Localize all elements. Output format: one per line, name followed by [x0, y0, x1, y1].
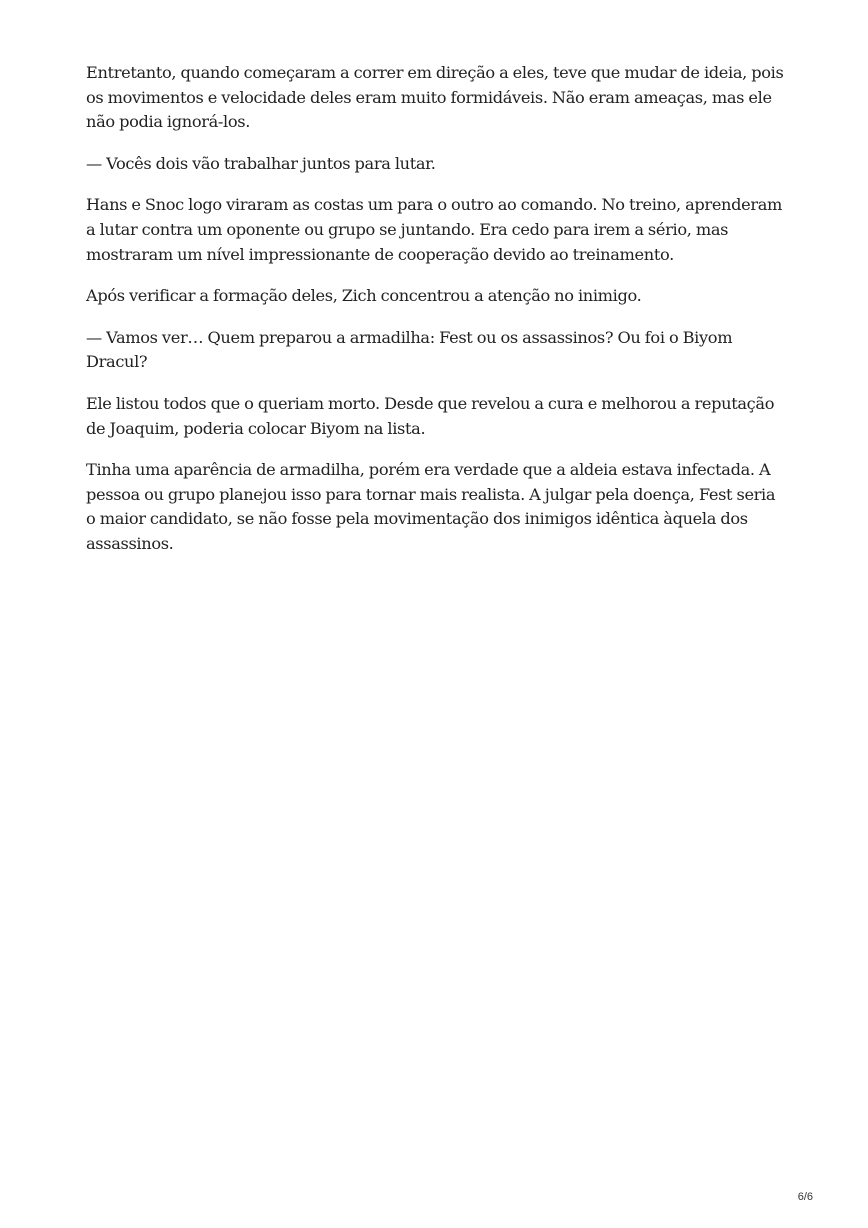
- paragraph: Hans e Snoc logo viraram as costas um para o outro ao comando. No treino, aprenderam a lutar contra um oponente ou grupo se juntando. Era cedo para irem a sério, mas mostraram um nível impressionante de cooperação devido ao treinamento.: [86, 195, 783, 264]
- paragraph: Entretanto, quando começaram a correr em direção a eles, teve que mudar de ideia, pois os movimentos e velocidade deles eram muito formidáveis. Não eram ameaças, mas ele não podia ignorá-los.: [86, 63, 784, 132]
- page-number: 6/6: [797, 1191, 813, 1203]
- paragraph: Ele listou todos que o queriam morto. Desde que revelou a cura e melhorou a reputação de Joaquim, poderia colocar Biyom na lista.: [86, 393, 775, 438]
- paragraph: — Vocês dois vão trabalhar juntos para lutar.: [86, 153, 436, 173]
- paragraph: Após verificar a formação deles, Zich concentrou a atenção no inimigo.: [86, 286, 642, 306]
- document-body: [86, 61, 786, 574]
- paragraph: Tinha uma aparência de armadilha, porém era verdade que a aldeia estava infectada. A pessoa ou grupo planejou isso para tornar mais realista. A julgar pela doença, Fest seria o maior candidato, se não fosse pela movimentação dos inimigos idêntica àquela dos assassinos.: [86, 460, 776, 553]
- paragraph: — Vamos ver… Quem preparou a armadilha: Fest ou os assassinos? Ou foi o Biyom Dracul?: [86, 327, 733, 372]
